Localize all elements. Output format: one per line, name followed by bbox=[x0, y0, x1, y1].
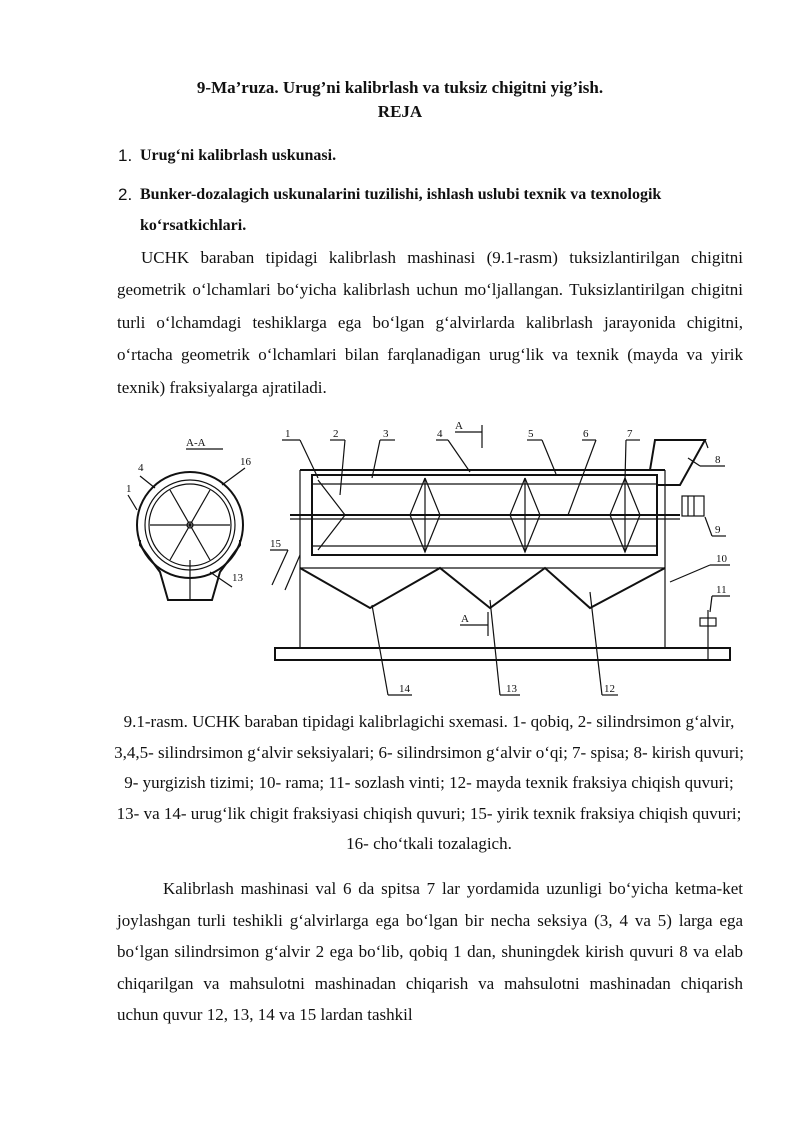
section-view-a-a bbox=[126, 437, 252, 600]
label-8: 8 bbox=[715, 454, 721, 466]
label-11: 11 bbox=[716, 584, 727, 596]
label-10: 10 bbox=[716, 553, 727, 565]
cut-label-a-top: A bbox=[455, 420, 463, 432]
body-paragraph: Kalibrlash mashinasi val 6 da spitsa 7 lar yordamida uzunligi bo‘yicha ketma-ket joylashgan turli teshikli g‘alvirlarga ega bo‘lgan bir necha seksiya (3, 4 va 5) larga ega bo‘lgan silindrsimon g‘alvir 2 ega bo‘lib, qobiq 1 dan, shuningdek kirish quvuri 8 va elab chiqarilgan va mahsulotni mashinadan chiqarish va mahsulotni mashinadan chiqarish uchun quvur 12, 13, 14 va 15 lardan tashkil bbox=[117, 879, 743, 1025]
plan-item-2 bbox=[118, 179, 745, 241]
figure-caption: 9.1-rasm. UCHK baraban tipidagi kalibrlagichi sxemasi. 1- qobiq, 2- silindrsimon g‘alvir, 3,4,5- silindrsimon g‘alvir seksiyalari; 6- silindrsimon g‘alvir o‘qi; 7- spisa; 8- kirish quvuri; 9- yurgizish tizimi; 10- rama; 11- sozlash vinti; 12- mayda texnik fraksiya chiqish quvuri; 13- va 14- urug‘lik chigit fraksiyasi chiqish quvuri; 15- yirik texnik fraksiya chiqish quvuri; 16- cho‘tkali tozalagich. bbox=[114, 712, 744, 853]
label-15: 15 bbox=[270, 538, 281, 550]
cut-label-a-bottom: A bbox=[461, 613, 469, 625]
plan-item-text: Bunker-dozalagich uskunalarini tuzilishi, ishlash uslubi texnik va texnologik ko‘rsatkichlari. bbox=[140, 186, 662, 234]
calibrator-schematic bbox=[0, 400, 800, 710]
plan-item-number: 1. bbox=[118, 146, 133, 165]
section-label: A-A bbox=[186, 437, 206, 449]
plan-heading: REJA bbox=[377, 102, 423, 121]
label-12: 12 bbox=[604, 683, 615, 695]
label-9: 9 bbox=[715, 524, 721, 536]
label-4: 4 bbox=[437, 428, 443, 440]
label-4: 4 bbox=[138, 462, 144, 474]
label-7: 7 bbox=[627, 428, 633, 440]
label-6: 6 bbox=[583, 428, 589, 440]
plan-item-1 bbox=[118, 140, 745, 171]
label-14: 14 bbox=[399, 683, 410, 695]
label-13: 13 bbox=[506, 683, 517, 695]
main-view bbox=[270, 420, 730, 695]
label-3: 3 bbox=[383, 428, 389, 440]
label-13: 13 bbox=[232, 572, 243, 584]
label-5: 5 bbox=[528, 428, 534, 440]
label-16: 16 bbox=[240, 456, 251, 468]
page-title: 9-Ma’ruza. Urug’ni kalibrlash va tuksiz chigitni yig’ish. bbox=[196, 78, 604, 97]
label-2: 2 bbox=[333, 428, 339, 440]
plan-item-number: 2. bbox=[118, 185, 133, 204]
plan-item-text: Urug‘ni kalibrlash uskunasi. bbox=[140, 147, 337, 164]
intro-paragraph: UCHK baraban tipidagi kalibrlash mashinasi (9.1-rasm) tuksizlantirilgan chigitni geometrik o‘lchamlari bo‘yicha kalibrlash uchun mo‘ljallangan. Tuksizlantirilgan chigitni turli o‘lchamdagi teshiklarga ega bo‘lgan g‘alvirlarda kalibrlash jarayonida chigitni, o‘rtacha geometrik o‘lchamlari bilan farqlanadigan urug‘lik va texnik (mayda va yirik texnik) fraksiyalarga ajratiladi. bbox=[117, 248, 743, 397]
label-1: 1 bbox=[285, 428, 291, 440]
label-1: 1 bbox=[126, 483, 132, 495]
